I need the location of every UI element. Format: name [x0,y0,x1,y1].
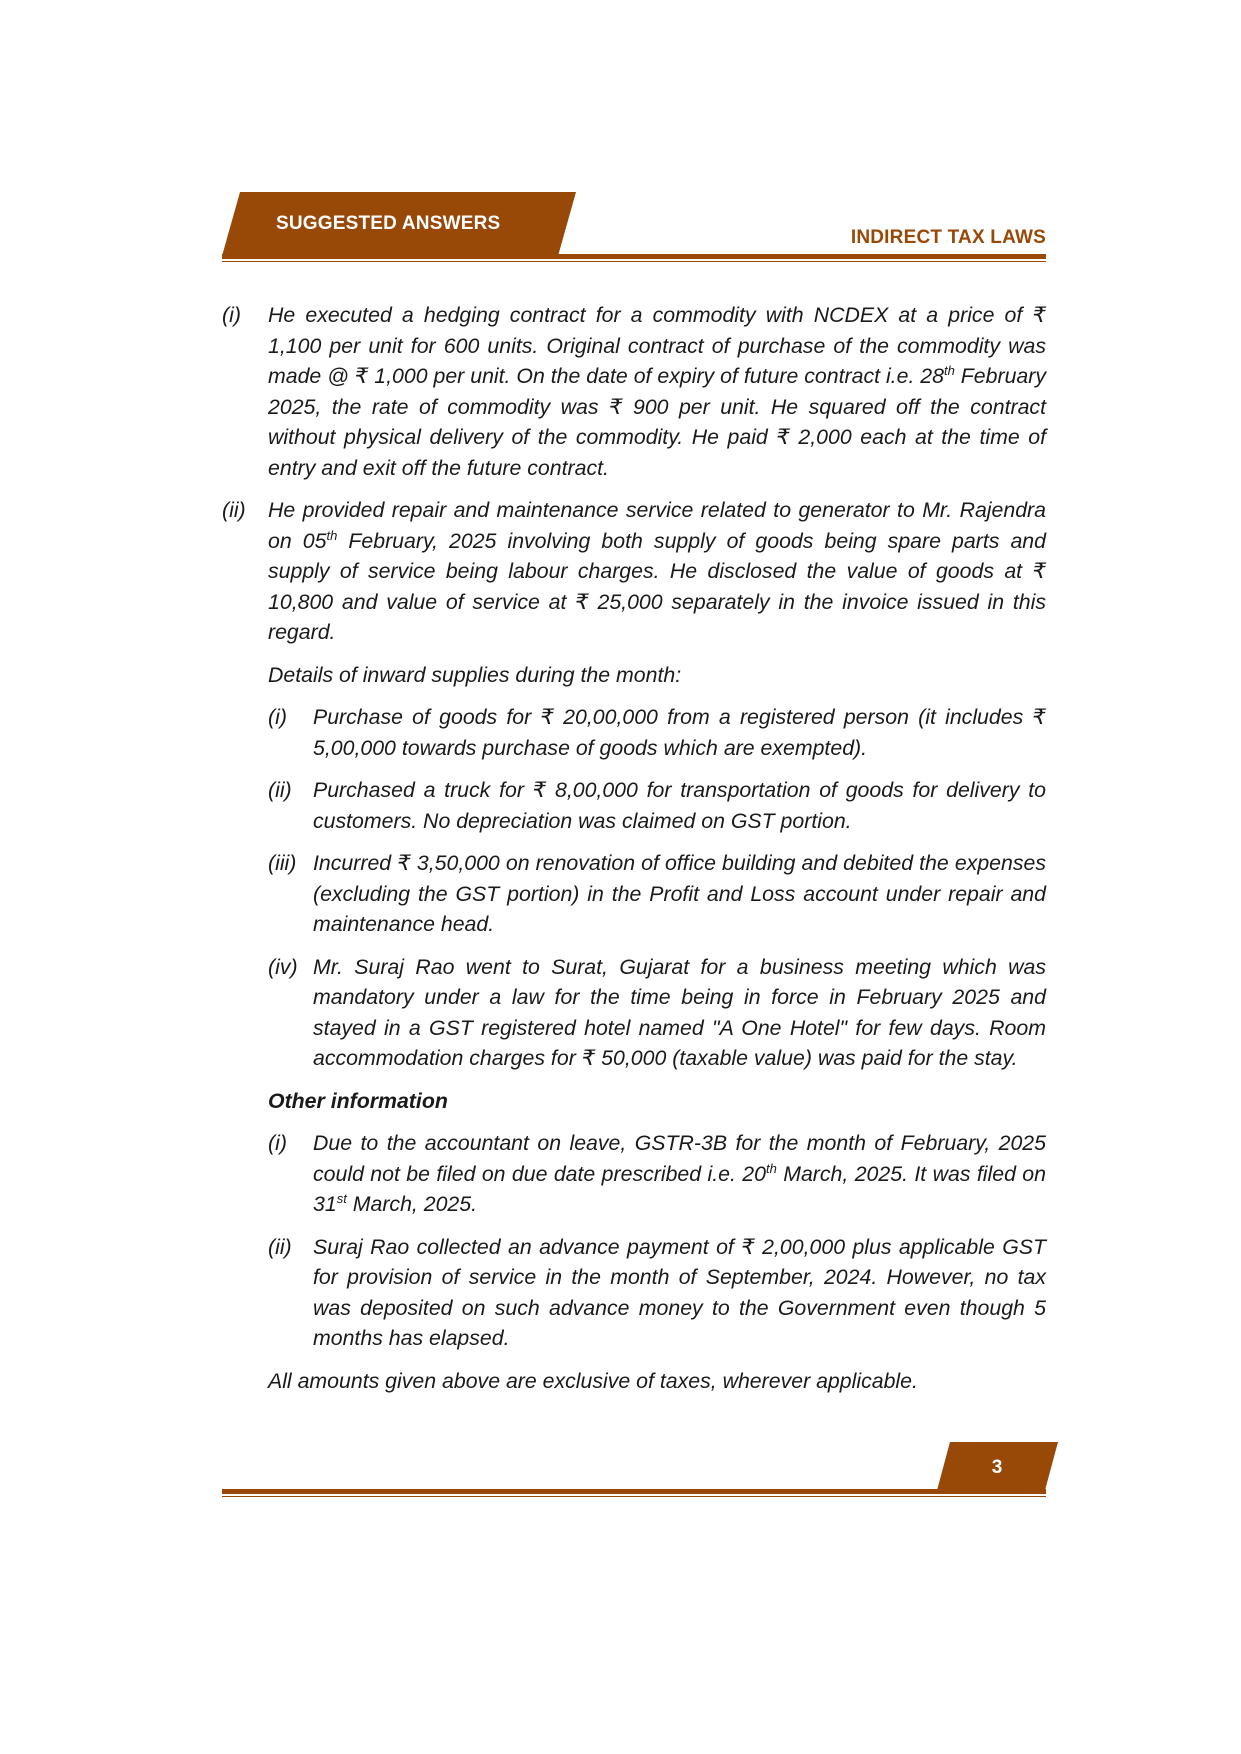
item-number: (ii) [268,1234,292,1259]
inward-supplies-list [268,702,1046,1074]
other-information-list [268,1128,1046,1354]
item-text: Purchase of goods for ₹ 20,00,000 from a registered person (it includes ₹ 5,00,000 towards purchase of goods which are exempted). [313,705,1046,760]
list-item [222,495,1046,648]
page-content [222,300,1046,1408]
item-text: He provided repair and maintenance service related to generator to Mr. Rajendra on 05th February, 2025 involving both supply of goods being spare parts and supply of service being labour charges. He disclosed the value of goods at ₹ 10,800 and value of service at ₹ 25,000 separately in the invoice issued in this regard. [268,498,1046,644]
item-number: (ii) [222,498,246,522]
footer-rule-thin [222,1496,1046,1497]
item-text: Due to the accountant on leave, GSTR-3B for the month of February, 2025 could not be filed on due date prescribed i.e. 20th March, 2025. It was filed on 31st March, 2025. [313,1131,1046,1216]
item-number: (i) [268,705,287,729]
closing-note: All amounts given above are exclusive of taxes, wherever applicable. [268,1368,918,1393]
list-item [268,775,1046,836]
item-text: Mr. Suraj Rao went to Surat, Gujarat for a business meeting which was mandatory under a law for the time being in force in February 2025 and stayed in a GST registered hotel named "A One Hotel" for few days. Room accommodation charges for ₹ 50,000 (taxable value) was paid for the stay. [313,954,1046,1070]
item-number: (i) [222,303,241,327]
item-text: Incurred ₹ 3,50,000 on renovation of office building and debited the expenses (excluding the GST portion) in the Profit and Loss account under repair and maintenance head. [313,851,1046,936]
page-number: 3 [991,1457,1003,1478]
item-text: Purchased a truck for ₹ 8,00,000 for transportation of goods for delivery to customers. No depreciation was claimed on GST portion. [313,778,1046,833]
header-rule-thin [222,261,1046,262]
item-number: (iii) [268,851,297,875]
list-item [268,952,1046,1074]
item-number: (iv) [268,954,298,979]
item-text: He executed a hedging contract for a commodity with NCDEX at a price of ₹ 1,100 per unit for 600 units. Original contract of purchase of the commodity was made @ ₹ 1,000 per unit. On the date of expiry of future contract i.e. 28th February 2025, the rate of commodity was ₹ 900 per unit. He squared off the contract without physical delivery of the commodity. He paid ₹ 2,000 each at the time of entry and exit off the future contract. [268,303,1047,480]
item-text: Suraj Rao collected an advance payment of ₹ 2,00,000 plus applicable GST for provision of service in the month of September, 2024. However, no tax was deposited on such advance money to the Government even though 5 months has elapsed. [313,1234,1046,1350]
list-item [268,1232,1046,1354]
list-item [268,1128,1046,1220]
item-number: (i) [268,1131,287,1155]
list-item [268,848,1046,940]
item-number: (ii) [268,778,292,802]
header-rule [222,254,1046,259]
header-section-label: SUGGESTED ANSWERS [276,213,501,234]
other-information-heading: Other information [268,1088,448,1113]
list-item [222,300,1046,483]
list-item [268,702,1046,763]
header-subject-title: INDIRECT TAX LAWS [850,227,1046,248]
inward-intro: Details of inward supplies during the month: [268,662,682,687]
footer-rule [222,1489,1046,1494]
